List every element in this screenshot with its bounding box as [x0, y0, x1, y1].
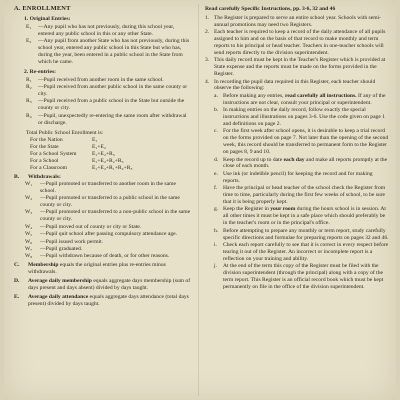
definition-item [14, 294, 192, 308]
total-value: E₁ [92, 137, 98, 144]
total-label: For a School [30, 158, 59, 165]
reentry-code: R₂ [26, 84, 32, 91]
instruction-number: 4. [205, 78, 210, 85]
withdrawal-code: W₅ [25, 231, 33, 238]
total-value: E₁+E₂+R₃ [92, 151, 115, 158]
reentry-item [14, 77, 192, 84]
subitem-text-pre: Before making any entries, [223, 92, 285, 99]
subitem-letter: a. [214, 92, 218, 99]
reentries-list [14, 77, 192, 127]
original-entry-item [14, 38, 192, 66]
total-enrollment-title: Total Public School Enrollment is: [26, 129, 104, 136]
withdrawal-text: —Pupil promoted or transferred to another room in the same school. [40, 180, 176, 194]
total-row [14, 137, 192, 144]
original-entry-item [14, 24, 192, 38]
instruction-item [205, 29, 389, 57]
withdrawal-item [14, 246, 192, 253]
withdrawal-text: —Pupil promoted or transferred to a non-public school in the same county or city. [40, 209, 191, 223]
subitem-text-post: If any of the instructions are not clear, consult your principal or superintendent. [223, 92, 386, 106]
instructions-list [205, 15, 389, 92]
total-label: For the State [30, 144, 59, 151]
left-column [14, 6, 192, 308]
instruction-subitem [205, 93, 389, 107]
subitem-text-bold: read carefully all instructions. [284, 92, 357, 99]
definition-text: equals aggregate days membership (sum of days present and days absent) divided by days taught. [28, 278, 191, 292]
subitem-text-pre: In making entries on the daily record, follow exactly the special instructions and illustrations on pages 3-6. Use the code given on page 1 and definitions on page 2. [223, 107, 386, 127]
instruction-subitem [205, 263, 389, 291]
subitem-text-pre: Keep the Register in [223, 206, 271, 213]
instruction-subitem [205, 171, 389, 185]
subitem-letter: g. [214, 206, 219, 213]
total-row [14, 151, 192, 158]
instructions-heading: Read carefully Specific Instructions, pp. 3-6, 32 and 46 [205, 6, 336, 12]
withdrawals-title: Withdrawals: [28, 173, 61, 180]
withdrawal-item [14, 253, 192, 260]
subitem-text-pre: At the end of the term this copy of the Register must be filed with the division superintendent (through the principal) along with a copy of the term report. This Register is an official record book which must be kept permanently on file in the office of the division superintendent. [223, 263, 384, 290]
withdrawal-item [14, 224, 192, 231]
withdrawal-text: —Pupil graduated. [40, 246, 83, 252]
withdrawal-code: W₆ [25, 238, 33, 245]
subitem-letter: f. [214, 185, 218, 192]
instruction-number: 2. [205, 29, 210, 36]
definition-letter: D. [14, 278, 20, 285]
total-label: For a School System [30, 151, 77, 158]
instruction-subitem [205, 107, 389, 128]
instruction-number: 3. [205, 57, 210, 64]
subitem-text-bold: each day [283, 156, 305, 163]
total-value: E₁+E₂+R₂+R₃ [92, 158, 124, 165]
withdrawal-text: —Pupil promoted or transferred to a public school in the same county or city. [40, 195, 180, 209]
definition-letter: E. [14, 293, 20, 300]
reentry-text: —Pupil received from a public school in the State but outside the county or city. [38, 98, 185, 112]
reentry-text: —Pupil, unexpectedly re-entering the same room after withdrawal or discharge. [38, 112, 187, 126]
subitem-text-pre: Check each report carefully to see that it is correct in every respect before tearing it out of the Register. An incorrect or incomplete report is a reflection on your training and ability. [223, 241, 389, 262]
subitem-letter: b. [214, 107, 219, 114]
withdrawal-code: W₁ [25, 180, 33, 187]
withdrawal-item [14, 239, 192, 246]
instruction-item [205, 15, 389, 29]
subitem-text-pre: Use ink (or indelible pencil) for keeping the record and for making reports. [223, 170, 373, 184]
total-label: For a Classroom [30, 165, 67, 172]
column-divider [198, 4, 199, 396]
definition-text: equals the original entries plus re-entries minus withdrawals. [28, 262, 166, 276]
subitem-letter: j. [214, 263, 217, 270]
withdrawal-code: W₇ [25, 246, 33, 252]
total-enrollment-table [14, 137, 192, 172]
subitem-letter: h. [214, 227, 219, 234]
withdrawal-item [14, 231, 192, 238]
reentry-code: R₄ [26, 112, 32, 119]
definition-item [14, 278, 192, 292]
reentry-item [14, 113, 192, 127]
withdrawals-list [14, 181, 192, 260]
withdrawal-item [14, 209, 192, 223]
definition-title: Average daily membership [28, 278, 92, 285]
instruction-text: Each teacher is required to keep a record of the daily attendance of all pupils assigned to him and on the basis of that record to make monthly and term reports to his principal or head teacher. Teachers in one-teacher schools will send reports directly to the division superintendent. [214, 29, 386, 56]
reentry-code: R₃ [26, 98, 32, 105]
subitem-text-bold: your room [270, 206, 296, 213]
reentries-title: 2. Re-entries: [24, 68, 56, 75]
instruction-subitem [205, 157, 389, 171]
withdrawal-code: W₄ [25, 223, 33, 230]
total-value: E₁+E₂+R₁+R₂+R₃ [92, 165, 133, 172]
enrollment-heading: A. ENROLLMENT [14, 5, 71, 12]
definition-title: Average daily attendance [28, 293, 89, 300]
subitem-text-pre: Keep the record up to date [223, 156, 284, 163]
reentry-code: R₁ [26, 76, 32, 83]
original-entry-code: E₁ [26, 23, 32, 30]
subitem-text-pre: Before attempting to prepare any monthly or term report, study carefully specific directions and formulae for preparing reports on pages 32 and 46. [223, 227, 389, 241]
total-label: For the Nation [30, 137, 63, 144]
total-row [14, 165, 192, 172]
withdrawals-letter: B. [14, 173, 20, 180]
subitem-letter: d. [214, 156, 219, 163]
withdrawal-code: W₈ [25, 253, 33, 260]
withdrawal-item [14, 195, 192, 209]
withdrawal-item [14, 181, 192, 195]
right-column [205, 6, 389, 291]
withdrawal-text: —Pupil issued work permit. [40, 238, 104, 245]
definition-title: Membership [28, 262, 59, 269]
instruction-item [205, 57, 389, 78]
definition-item [14, 262, 192, 276]
withdrawal-text: —Pupil withdrawn because of death, or for other reasons. [40, 253, 170, 260]
subitem-letter: e. [214, 170, 218, 177]
reentry-text: —Pupil received from another public school in the same county or city. [38, 84, 188, 97]
original-entry-text: —Any pupil who has not previously, during this school year, entered any public school in this or any other State. [38, 23, 175, 37]
instruction-text: The Register is prepared to serve an entire school year. Schools with semi-annual promotions may need two Registers. [214, 14, 381, 28]
instruction-item [205, 79, 389, 93]
reentry-item [14, 98, 192, 112]
instructions-sublist [205, 93, 389, 291]
original-entry-text: —Any pupil from another State who has not previously, during this school year, entered any public school in this State but who has, during the year, been entered in a public school in the State from which he came. [38, 38, 190, 65]
original-entries-title: 1. Original Entries: [24, 15, 71, 22]
subitem-text-pre: For the first week after school opens, it is desirable to keep a trial record on the forms provided on page 7. Not later than the opening of the second week, this record should be transferred to permanent form to the Register on pages 8, 9 and 10. [223, 128, 389, 156]
reentry-text: —Pupil received from another room in the same school. [38, 76, 164, 83]
original-entries-list [14, 24, 192, 66]
instruction-subitem [205, 185, 389, 206]
withdrawal-code: W₃ [25, 209, 33, 216]
instruction-subitem [205, 228, 389, 242]
withdrawal-text: —Pupil moved out of county or city or State. [40, 223, 142, 230]
instruction-number: 1. [205, 14, 210, 21]
reentry-item [14, 84, 192, 98]
withdrawals-section [14, 174, 192, 181]
definition-letter: C. [14, 262, 20, 269]
subitem-letter: c. [214, 128, 218, 135]
total-row [14, 158, 192, 165]
instruction-text: In recording the pupil data required in this Register, each teacher should observe the following: [214, 78, 376, 92]
instruction-subitem [205, 206, 389, 227]
instruction-subitem [205, 128, 389, 156]
total-row [14, 144, 192, 151]
instruction-subitem [205, 242, 389, 263]
definition-text: equals aggregate days attendance (total days present) divided by days taught. [28, 293, 189, 307]
total-value: E₁+E₂ [92, 144, 106, 151]
withdrawal-code: W₂ [25, 195, 33, 202]
subitem-letter: i. [214, 241, 217, 248]
register-page [4, 0, 396, 400]
instruction-text: This daily record must be kept in the Teacher's Register which is provided at State expense and the reports must be made on the forms provided in the Register. [214, 57, 386, 78]
subitem-text-post: during the hours school is in session. At all other times it must be kept in a safe place which should preferably be in the teacher's room or in the principal's office. [223, 206, 386, 227]
withdrawal-text: —Pupil quit school after passing compulsory attendance age. [40, 231, 178, 238]
subitem-text-pre: Have the principal or head teacher of the school check the Register from time to time, particularly during the first few weeks of school, to be sure that it is being properly kept. [223, 185, 386, 205]
definitions-list [14, 262, 192, 307]
original-entry-code: E₂ [26, 38, 32, 45]
subitem-text-post: and make all reports promptly at the close of each month. [223, 156, 388, 170]
